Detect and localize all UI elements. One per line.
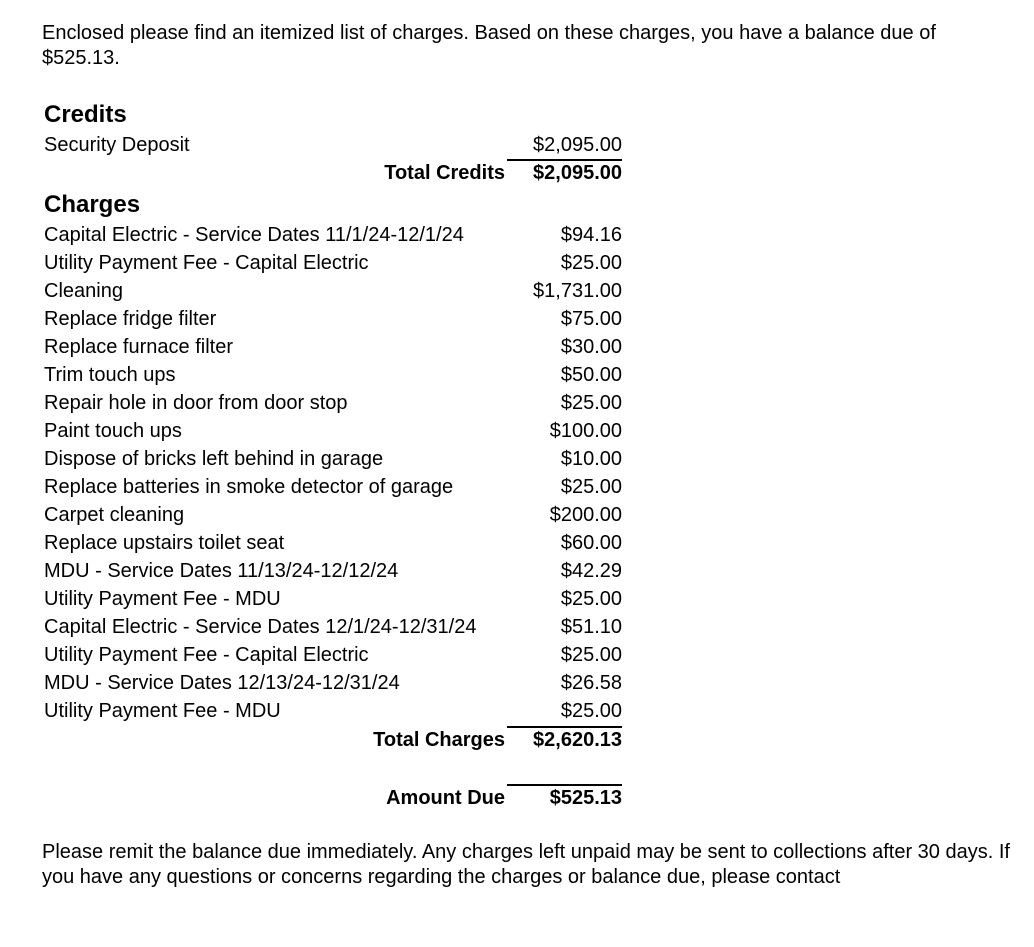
charges-total-amount: $2,620.13 bbox=[533, 729, 622, 751]
charge-amount: $1,731.00 bbox=[533, 280, 622, 302]
charge-description: Replace upstairs toilet seat bbox=[44, 532, 285, 554]
credits-total-row bbox=[44, 159, 622, 187]
charge-amount: $10.00 bbox=[560, 448, 622, 470]
charges-heading: Charges bbox=[44, 191, 141, 218]
charge-amount: $26.58 bbox=[560, 672, 622, 694]
charge-amount: $25.00 bbox=[560, 644, 622, 666]
charges-total-label: Total Charges bbox=[373, 729, 505, 751]
charge-description: Repair hole in door from door stop bbox=[44, 392, 348, 414]
charge-row bbox=[44, 221, 622, 249]
charge-description: Replace batteries in smoke detector of garage bbox=[44, 476, 454, 498]
charge-row bbox=[44, 585, 622, 613]
charge-description: Utility Payment Fee - MDU bbox=[44, 588, 281, 610]
charge-description: Capital Electric - Service Dates 11/1/24-12/1/24 bbox=[44, 224, 464, 246]
charge-row bbox=[44, 277, 622, 305]
amount-due-row bbox=[44, 784, 622, 812]
charge-description: Utility Payment Fee - Capital Electric bbox=[44, 252, 369, 274]
amount-due-label: Amount Due bbox=[386, 787, 505, 809]
charge-amount: $50.00 bbox=[560, 364, 622, 386]
credit-amount: $2,095.00 bbox=[533, 134, 622, 156]
charge-row bbox=[44, 557, 622, 585]
charge-row bbox=[44, 501, 622, 529]
charge-description: Paint touch ups bbox=[44, 420, 182, 442]
charge-description: Carpet cleaning bbox=[44, 504, 185, 526]
charge-description: Utility Payment Fee - MDU bbox=[44, 700, 281, 722]
charge-amount: $25.00 bbox=[560, 588, 622, 610]
charge-row bbox=[44, 305, 622, 333]
charge-amount: $51.10 bbox=[560, 616, 622, 638]
intro-paragraph: Enclosed please find an itemized list of charges. Based on these charges, you have a balance due of $525.13. bbox=[42, 22, 936, 69]
charge-description: Replace furnace filter bbox=[44, 336, 233, 358]
charge-amount: $42.29 bbox=[560, 560, 622, 582]
charge-amount: $60.00 bbox=[560, 532, 622, 554]
charge-row bbox=[44, 389, 622, 417]
charge-description: MDU - Service Dates 11/13/24-12/12/24 bbox=[44, 560, 399, 582]
charge-description: MDU - Service Dates 12/13/24-12/31/24 bbox=[44, 672, 400, 694]
charge-row bbox=[44, 361, 622, 389]
charge-row bbox=[44, 473, 622, 501]
charge-row bbox=[44, 613, 622, 641]
charge-description: Replace fridge filter bbox=[44, 308, 217, 330]
charge-description: Dispose of bricks left behind in garage bbox=[44, 448, 384, 470]
charge-row bbox=[44, 669, 622, 697]
charge-row bbox=[44, 333, 622, 361]
charge-row bbox=[44, 249, 622, 277]
credits-total-amount: $2,095.00 bbox=[533, 162, 622, 184]
charge-row bbox=[44, 417, 622, 445]
charge-description: Cleaning bbox=[44, 280, 123, 302]
charge-amount: $94.16 bbox=[560, 224, 622, 246]
charge-amount: $30.00 bbox=[560, 336, 622, 358]
charge-description: Trim touch ups bbox=[44, 364, 176, 386]
charge-amount: $25.00 bbox=[560, 252, 622, 274]
credits-total-label: Total Credits bbox=[384, 162, 505, 184]
charge-description: Utility Payment Fee - Capital Electric bbox=[44, 644, 369, 666]
charge-row bbox=[44, 445, 622, 473]
charge-row bbox=[44, 697, 622, 725]
credits-heading: Credits bbox=[44, 101, 127, 128]
credit-description: Security Deposit bbox=[44, 134, 190, 156]
charge-amount: $25.00 bbox=[560, 392, 622, 414]
charge-amount: $25.00 bbox=[560, 476, 622, 498]
charge-row bbox=[44, 641, 622, 669]
charges-total-row bbox=[44, 726, 622, 754]
charge-amount: $200.00 bbox=[549, 504, 622, 526]
closing-paragraph: Please remit the balance due immediately. Any charges left unpaid may be sent to collections after 30 days. If you have any questions or concerns regarding the charges or balance due, please contact bbox=[42, 841, 1010, 888]
charge-amount: $75.00 bbox=[560, 308, 622, 330]
charge-row bbox=[44, 529, 622, 557]
credit-row-security-deposit bbox=[44, 131, 622, 159]
charge-amount: $25.00 bbox=[560, 700, 622, 722]
amount-due-value: $525.13 bbox=[549, 787, 622, 809]
charge-amount: $100.00 bbox=[549, 420, 622, 442]
charge-description: Capital Electric - Service Dates 12/1/24-12/31/24 bbox=[44, 616, 477, 638]
